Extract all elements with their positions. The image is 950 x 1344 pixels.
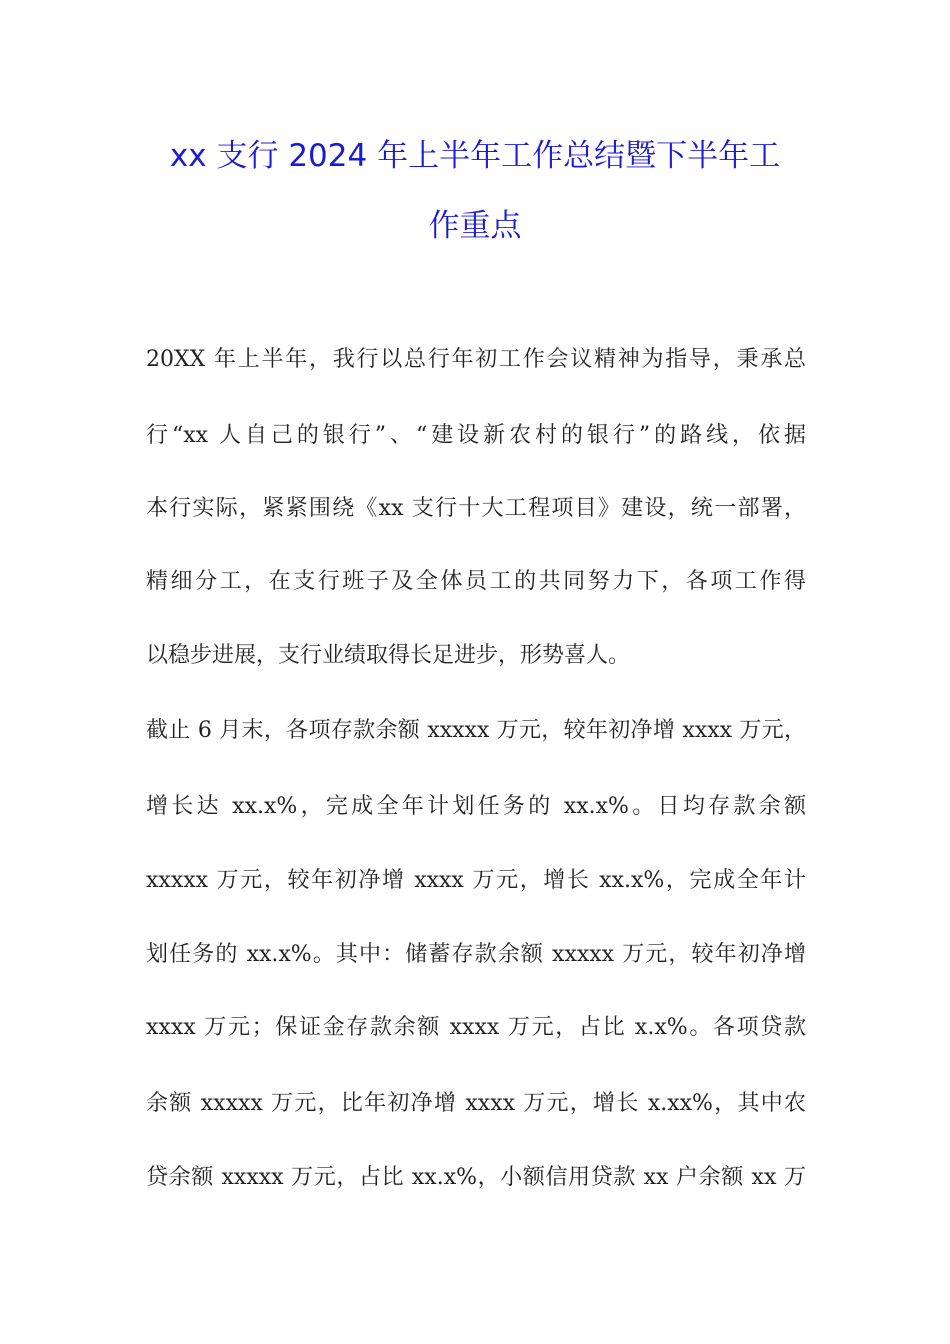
paragraph-1-line-4: 精细分工，在支行班子及全体员工的共同努力下，各项工作得: [146, 569, 806, 594]
paragraph-1-line-3: 本行实际，紧紧围绕《xx 支行十大工程项目》建设，统一部署，: [146, 496, 806, 521]
document-title-line-1: xx 支行 2024 年上半年工作总结暨下半年工: [169, 138, 781, 174]
paragraph-2-line-4: 划任务的 xx.x%。其中：储蓄存款余额 xxxxx 万元，较年初净增: [146, 942, 806, 967]
paragraph-2-line-7: 贷余额 xxxxx 万元，占比 xx.x%，小额信用贷款 xx 户余额 xx 万: [146, 1165, 806, 1190]
paragraph-1-line-2: 行“xx 人自己的银行”、“建设新农村的银行”的路线，依据: [146, 423, 806, 448]
paragraph-2-line-5: xxxx 万元；保证金存款余额 xxxx 万元，占比 x.x%。各项贷款: [146, 1015, 806, 1040]
paragraph-2-line-6: 余额 xxxxx 万元，比年初净增 xxxx 万元，增长 x.xx%，其中农: [146, 1091, 806, 1116]
paragraph-1-line-5: 以稳步进展，支行业绩取得长足进步，形势喜人。: [146, 643, 631, 668]
document-title-line-2: 作重点: [428, 208, 522, 244]
paragraph-1-line-1: 20XX 年上半年，我行以总行年初工作会议精神为指导，秉承总: [146, 347, 806, 372]
paragraph-2-line-1: 截止 6 月末，各项存款余额 xxxxx 万元，较年初净增 xxxx 万元，: [146, 718, 806, 743]
paragraph-2-line-3: xxxxx 万元，较年初净增 xxxx 万元，增长 xx.x%，完成全年计: [146, 868, 806, 893]
paragraph-2-line-2: 增长达 xx.x%，完成全年计划任务的 xx.x%。日均存款余额: [146, 794, 806, 819]
